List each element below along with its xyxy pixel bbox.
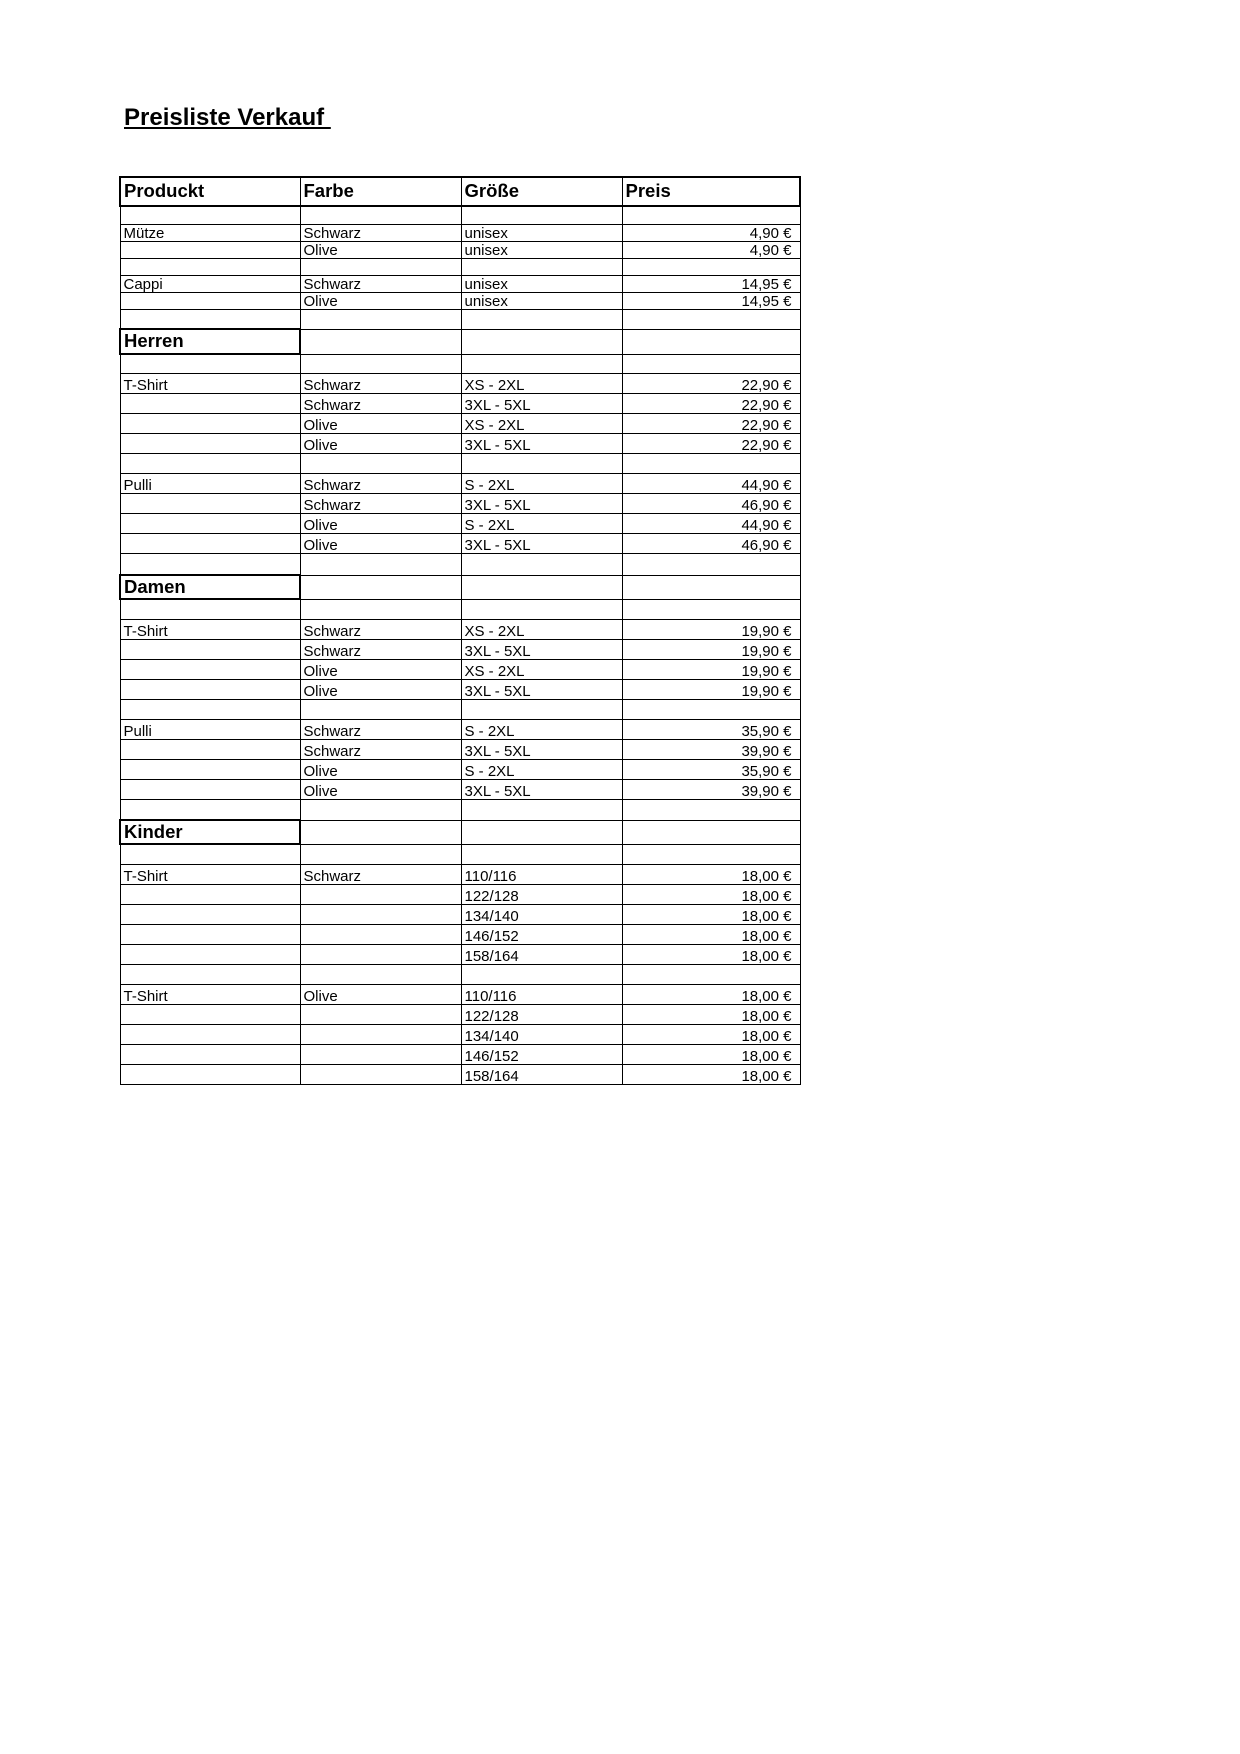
cell-price: 22,90 €: [622, 374, 800, 394]
cell-price: 22,90 €: [622, 394, 800, 414]
header-product: Produckt: [120, 177, 300, 206]
section-label: Herren: [120, 329, 300, 354]
blank-row: [120, 599, 800, 620]
empty-cell: [300, 454, 461, 474]
cell-size: XS - 2XL: [461, 374, 622, 394]
cell-price: 18,00 €: [622, 1045, 800, 1065]
empty-cell: [300, 310, 461, 330]
table-row: [120, 620, 800, 640]
table-row: [120, 780, 800, 800]
cell-product: [120, 514, 300, 534]
cell-size: 158/164: [461, 1065, 622, 1085]
table-row: [120, 720, 800, 740]
cell-product: [120, 293, 300, 310]
empty-cell: [461, 454, 622, 474]
cell-color: Schwarz: [300, 865, 461, 885]
empty-cell: [120, 700, 300, 720]
table-row: [120, 414, 800, 434]
cell-size: 110/116: [461, 985, 622, 1005]
table-row: [120, 276, 800, 293]
header-row: [120, 177, 800, 206]
table-row: [120, 865, 800, 885]
cell-size: S - 2XL: [461, 514, 622, 534]
cell-product: [120, 660, 300, 680]
cell-product: [120, 434, 300, 454]
price-table: [119, 176, 801, 1085]
cell-size: unisex: [461, 293, 622, 310]
cell-product: T-Shirt: [120, 865, 300, 885]
empty-cell: [461, 554, 622, 576]
cell-color: Olive: [300, 434, 461, 454]
cell-price: 22,90 €: [622, 434, 800, 454]
table-row: [120, 885, 800, 905]
table-row: [120, 394, 800, 414]
cell-product: [120, 1045, 300, 1065]
cell-price: 4,90 €: [622, 225, 800, 242]
cell-size: 3XL - 5XL: [461, 434, 622, 454]
empty-cell: [300, 820, 461, 844]
cell-price: 35,90 €: [622, 720, 800, 740]
cell-product: [120, 1065, 300, 1085]
cell-color: [300, 905, 461, 925]
empty-cell: [461, 206, 622, 225]
empty-cell: [300, 800, 461, 821]
blank-row: [120, 800, 800, 821]
cell-color: Schwarz: [300, 474, 461, 494]
empty-cell: [622, 554, 800, 576]
cell-product: [120, 885, 300, 905]
cell-color: Olive: [300, 293, 461, 310]
empty-cell: [461, 800, 622, 821]
page-title: Preisliste Verkauf: [124, 104, 331, 131]
blank-row: [120, 454, 800, 474]
cell-color: [300, 1045, 461, 1065]
cell-color: Schwarz: [300, 225, 461, 242]
cell-product: [120, 394, 300, 414]
section-label: Kinder: [120, 820, 300, 844]
cell-size: 158/164: [461, 945, 622, 965]
empty-cell: [120, 800, 300, 821]
cell-size: 3XL - 5XL: [461, 494, 622, 514]
empty-cell: [622, 354, 800, 374]
cell-price: 44,90 €: [622, 514, 800, 534]
table-row: [120, 514, 800, 534]
empty-cell: [461, 329, 622, 354]
empty-cell: [300, 554, 461, 576]
empty-cell: [300, 206, 461, 225]
blank-row: [120, 700, 800, 720]
blank-row: [120, 965, 800, 985]
price-table-body: [120, 206, 800, 1085]
cell-price: 14,95 €: [622, 276, 800, 293]
cell-size: 3XL - 5XL: [461, 680, 622, 700]
cell-product: T-Shirt: [120, 620, 300, 640]
empty-cell: [622, 259, 800, 276]
cell-color: Olive: [300, 242, 461, 259]
cell-size: 146/152: [461, 1045, 622, 1065]
table-row: [120, 1045, 800, 1065]
table-row: [120, 494, 800, 514]
empty-cell: [461, 575, 622, 599]
cell-product: T-Shirt: [120, 374, 300, 394]
cell-color: [300, 925, 461, 945]
cell-color: Olive: [300, 534, 461, 554]
table-row: [120, 374, 800, 394]
empty-cell: [300, 259, 461, 276]
table-row: [120, 1065, 800, 1085]
empty-cell: [300, 354, 461, 374]
empty-cell: [461, 844, 622, 865]
cell-price: 19,90 €: [622, 620, 800, 640]
empty-cell: [300, 575, 461, 599]
cell-price: 18,00 €: [622, 1065, 800, 1085]
cell-price: 18,00 €: [622, 1025, 800, 1045]
cell-color: Olive: [300, 514, 461, 534]
cell-price: 35,90 €: [622, 760, 800, 780]
empty-cell: [622, 329, 800, 354]
cell-color: Schwarz: [300, 740, 461, 760]
empty-cell: [120, 554, 300, 576]
blank-row: [120, 354, 800, 374]
cell-color: Schwarz: [300, 620, 461, 640]
table-row: [120, 740, 800, 760]
empty-cell: [622, 575, 800, 599]
cell-color: [300, 1065, 461, 1085]
empty-cell: [461, 259, 622, 276]
cell-product: [120, 740, 300, 760]
cell-size: XS - 2XL: [461, 660, 622, 680]
empty-cell: [461, 599, 622, 620]
cell-product: [120, 640, 300, 660]
table-row: [120, 474, 800, 494]
cell-color: [300, 1025, 461, 1045]
cell-product: [120, 780, 300, 800]
cell-price: 18,00 €: [622, 885, 800, 905]
cell-size: unisex: [461, 225, 622, 242]
cell-product: Pulli: [120, 720, 300, 740]
empty-cell: [120, 259, 300, 276]
empty-cell: [461, 700, 622, 720]
cell-size: 3XL - 5XL: [461, 740, 622, 760]
empty-cell: [120, 206, 300, 225]
cell-price: 19,90 €: [622, 680, 800, 700]
empty-cell: [622, 599, 800, 620]
cell-size: S - 2XL: [461, 474, 622, 494]
table-row: [120, 905, 800, 925]
cell-product: [120, 534, 300, 554]
table-row: [120, 660, 800, 680]
cell-size: 146/152: [461, 925, 622, 945]
cell-product: Pulli: [120, 474, 300, 494]
cell-size: 3XL - 5XL: [461, 394, 622, 414]
empty-cell: [622, 800, 800, 821]
cell-size: 122/128: [461, 1005, 622, 1025]
cell-price: 39,90 €: [622, 740, 800, 760]
table-row: [120, 534, 800, 554]
empty-cell: [120, 354, 300, 374]
table-row: [120, 640, 800, 660]
blank-row: [120, 310, 800, 330]
empty-cell: [120, 844, 300, 865]
table-row: [120, 1025, 800, 1045]
section-row: [120, 329, 800, 354]
table-row: [120, 242, 800, 259]
cell-product: [120, 925, 300, 945]
empty-cell: [622, 310, 800, 330]
cell-color: Schwarz: [300, 276, 461, 293]
blank-row: [120, 259, 800, 276]
cell-color: [300, 945, 461, 965]
cell-product: Cappi: [120, 276, 300, 293]
empty-cell: [622, 820, 800, 844]
empty-cell: [622, 844, 800, 865]
empty-cell: [300, 700, 461, 720]
empty-cell: [300, 844, 461, 865]
cell-product: [120, 242, 300, 259]
empty-cell: [461, 820, 622, 844]
cell-product: [120, 1025, 300, 1045]
empty-cell: [120, 454, 300, 474]
section-row: [120, 575, 800, 599]
cell-color: Olive: [300, 985, 461, 1005]
empty-cell: [622, 965, 800, 985]
table-row: [120, 225, 800, 242]
table-row: [120, 760, 800, 780]
cell-color: Schwarz: [300, 394, 461, 414]
table-row: [120, 293, 800, 310]
cell-size: 134/140: [461, 1025, 622, 1045]
cell-size: 122/128: [461, 885, 622, 905]
cell-price: 19,90 €: [622, 640, 800, 660]
empty-cell: [461, 965, 622, 985]
empty-cell: [461, 310, 622, 330]
table-row: [120, 680, 800, 700]
section-row: [120, 820, 800, 844]
cell-product: [120, 680, 300, 700]
blank-row: [120, 844, 800, 865]
empty-cell: [120, 599, 300, 620]
cell-product: [120, 1005, 300, 1025]
cell-size: 110/116: [461, 865, 622, 885]
blank-row: [120, 206, 800, 225]
cell-size: 3XL - 5XL: [461, 534, 622, 554]
cell-price: 14,95 €: [622, 293, 800, 310]
cell-color: Olive: [300, 660, 461, 680]
cell-product: [120, 414, 300, 434]
cell-color: Olive: [300, 780, 461, 800]
cell-size: unisex: [461, 276, 622, 293]
cell-product: T-Shirt: [120, 985, 300, 1005]
cell-product: [120, 945, 300, 965]
header-price: Preis: [622, 177, 800, 206]
cell-price: 44,90 €: [622, 474, 800, 494]
header-size: Größe: [461, 177, 622, 206]
table-row: [120, 434, 800, 454]
cell-price: 18,00 €: [622, 905, 800, 925]
empty-cell: [120, 310, 300, 330]
cell-price: 19,90 €: [622, 660, 800, 680]
table-row: [120, 925, 800, 945]
cell-color: Olive: [300, 760, 461, 780]
empty-cell: [120, 965, 300, 985]
cell-price: 4,90 €: [622, 242, 800, 259]
cell-color: Schwarz: [300, 720, 461, 740]
cell-price: 46,90 €: [622, 494, 800, 514]
empty-cell: [622, 700, 800, 720]
cell-size: 3XL - 5XL: [461, 640, 622, 660]
header-color: Farbe: [300, 177, 461, 206]
cell-size: 3XL - 5XL: [461, 780, 622, 800]
cell-price: 18,00 €: [622, 985, 800, 1005]
cell-price: 46,90 €: [622, 534, 800, 554]
cell-price: 18,00 €: [622, 925, 800, 945]
empty-cell: [461, 354, 622, 374]
cell-size: S - 2XL: [461, 760, 622, 780]
cell-size: XS - 2XL: [461, 414, 622, 434]
cell-price: 22,90 €: [622, 414, 800, 434]
table-row: [120, 945, 800, 965]
cell-size: unisex: [461, 242, 622, 259]
cell-color: [300, 885, 461, 905]
cell-price: 39,90 €: [622, 780, 800, 800]
empty-cell: [300, 599, 461, 620]
empty-cell: [300, 965, 461, 985]
empty-cell: [300, 329, 461, 354]
table-row: [120, 985, 800, 1005]
cell-product: [120, 494, 300, 514]
section-label: Damen: [120, 575, 300, 599]
empty-cell: [622, 454, 800, 474]
cell-product: Mütze: [120, 225, 300, 242]
cell-size: 134/140: [461, 905, 622, 925]
cell-size: XS - 2XL: [461, 620, 622, 640]
cell-price: 18,00 €: [622, 865, 800, 885]
cell-product: [120, 905, 300, 925]
blank-row: [120, 554, 800, 576]
empty-cell: [622, 206, 800, 225]
table-row: [120, 1005, 800, 1025]
cell-price: 18,00 €: [622, 1005, 800, 1025]
cell-price: 18,00 €: [622, 945, 800, 965]
cell-color: Schwarz: [300, 374, 461, 394]
cell-color: Schwarz: [300, 640, 461, 660]
cell-size: S - 2XL: [461, 720, 622, 740]
cell-product: [120, 760, 300, 780]
cell-color: Olive: [300, 414, 461, 434]
cell-color: Olive: [300, 680, 461, 700]
cell-color: Schwarz: [300, 494, 461, 514]
cell-color: [300, 1005, 461, 1025]
